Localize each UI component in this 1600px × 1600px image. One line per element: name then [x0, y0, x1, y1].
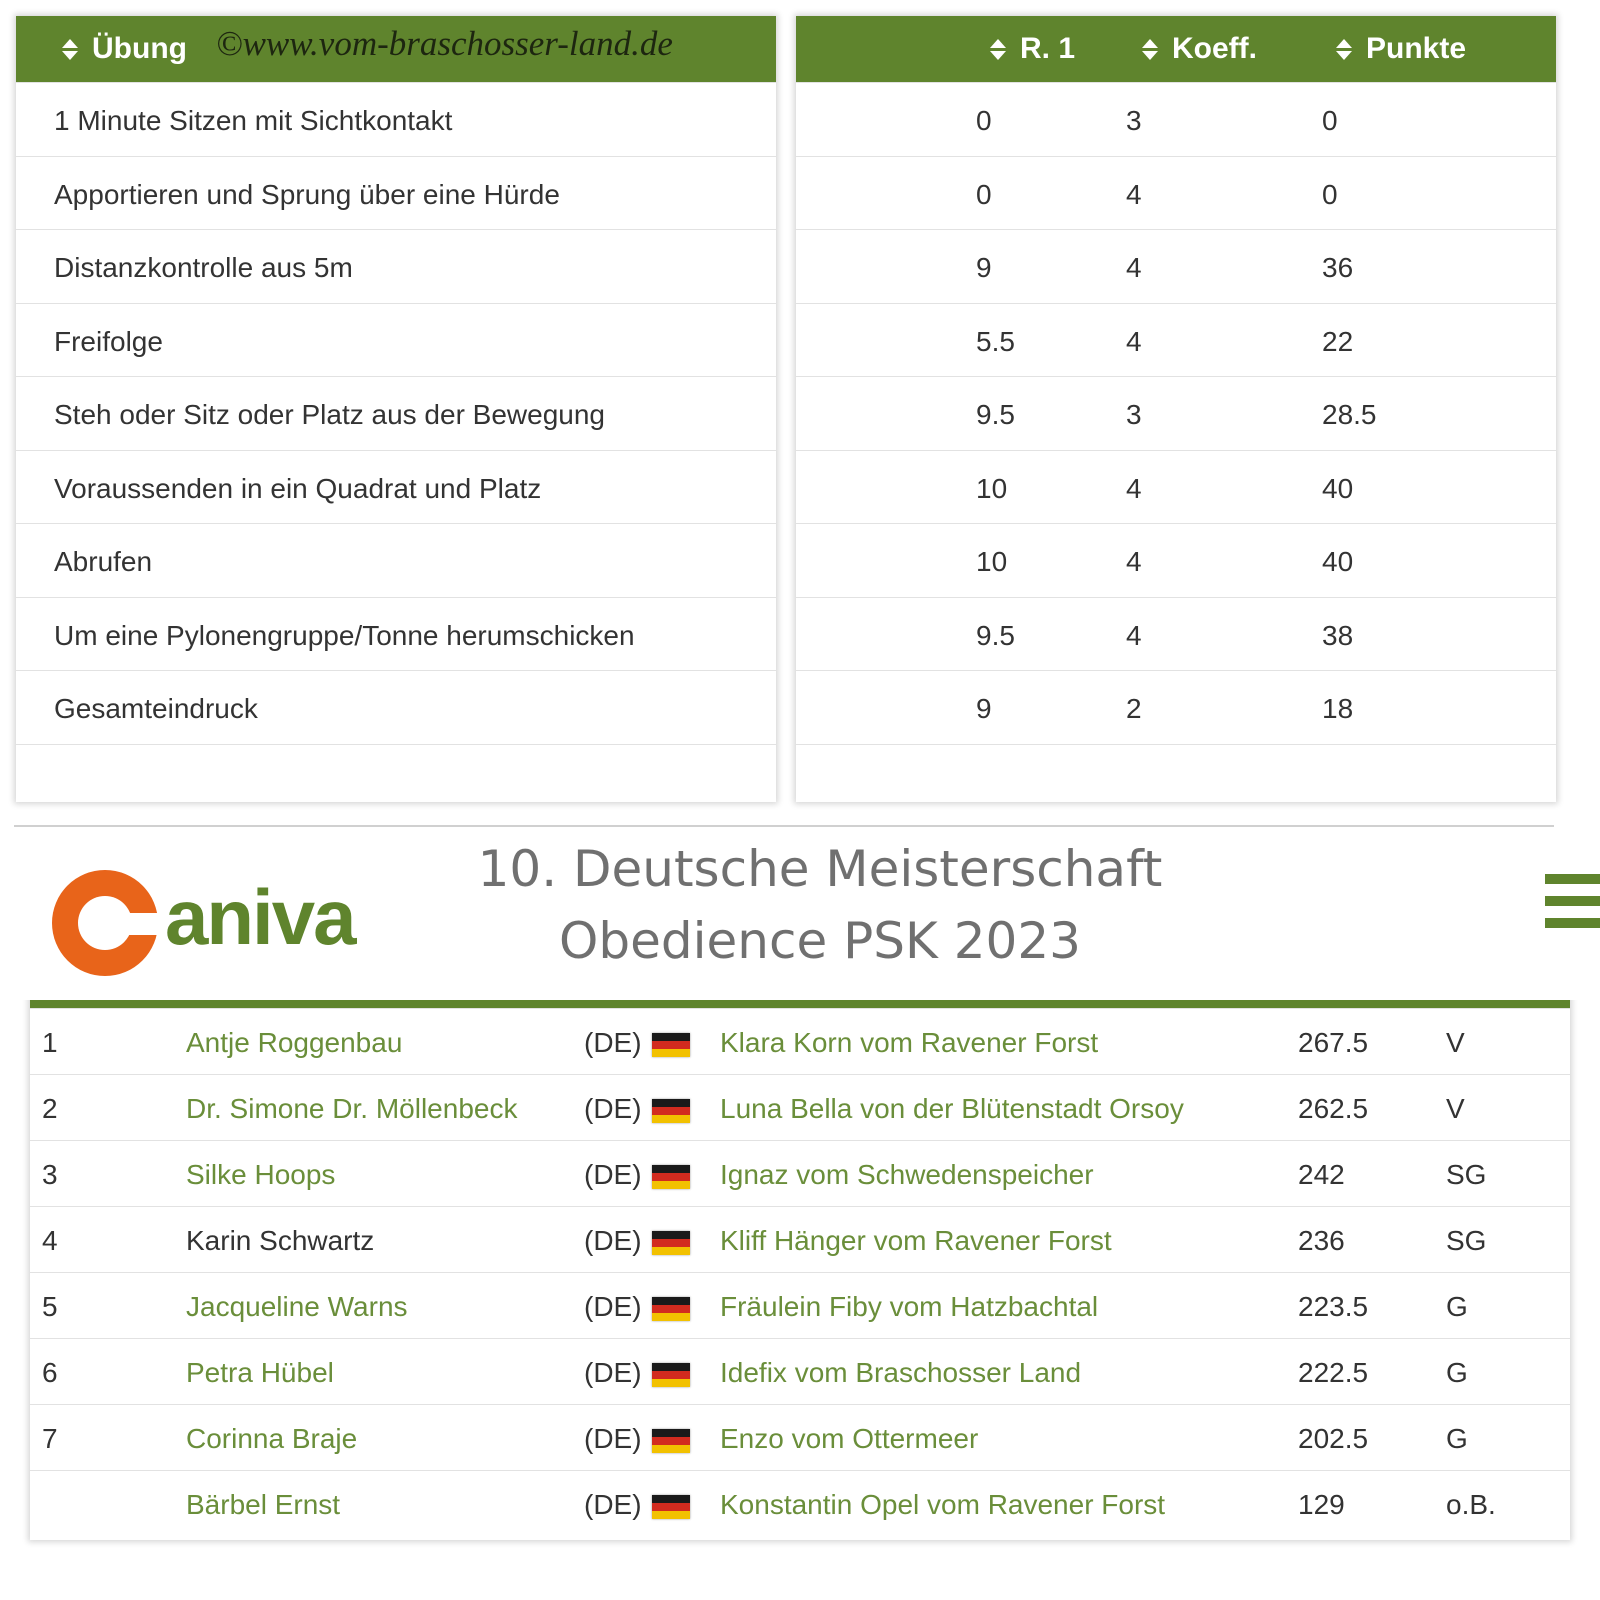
table-bottom-rule	[796, 744, 1556, 820]
exercise-name: Freifolge	[54, 325, 163, 357]
koeff-value: 4	[1126, 252, 1142, 283]
header-exercise-label: Übung	[92, 32, 187, 65]
exercise-name: 1 Minute Sitzen mit Sichtkontakt	[54, 105, 453, 136]
dog-link[interactable]: Ignaz vom Schwedenspeicher	[720, 1159, 1094, 1190]
ranking-row	[30, 1074, 1570, 1142]
dog-link[interactable]: Enzo vom Ottermeer	[720, 1423, 979, 1454]
r1-value: 0	[976, 178, 992, 210]
rank-number: 6	[42, 1357, 58, 1388]
sort-koeff-button[interactable]	[1142, 16, 1257, 82]
exercise-row	[16, 229, 776, 305]
exercise-table-header	[16, 16, 776, 82]
exercise-row	[16, 376, 776, 452]
score-row	[796, 450, 1556, 526]
exercise-row	[16, 670, 776, 746]
handler-link[interactable]: Karin Schwartz	[186, 1225, 375, 1256]
dog-link[interactable]: Konstantin Opel vom Ravener Forst	[720, 1489, 1166, 1520]
exercise-name: Gesamteindruck	[54, 693, 258, 724]
sort-icon	[1336, 39, 1352, 60]
score-row	[796, 229, 1556, 305]
ranking-row	[30, 1140, 1570, 1208]
grade: o.B.	[1446, 1489, 1496, 1520]
punkte-value: 36	[1322, 252, 1354, 283]
germany-flag-icon	[652, 1231, 690, 1255]
score-row	[796, 670, 1556, 746]
r1-value: 5.5	[976, 325, 1015, 357]
grade: G	[1446, 1357, 1468, 1388]
handler-link[interactable]: Antje Roggenbau	[186, 1027, 403, 1058]
total-score: 222.5	[1298, 1357, 1369, 1388]
total-score: 202.5	[1298, 1423, 1369, 1454]
country-code: (DE)	[584, 1291, 642, 1322]
header-koeff-label: Koeff.	[1172, 32, 1257, 65]
total-score: 236	[1298, 1225, 1345, 1256]
koeff-value: 4	[1126, 546, 1142, 577]
punkte-value: 40	[1322, 472, 1354, 504]
exercise-name: Voraussenden in ein Quadrat und Platz	[54, 472, 542, 504]
exercise-name: Um eine Pylonengruppe/Tonne herumschicken	[54, 619, 635, 651]
country-code: (DE)	[584, 1225, 642, 1256]
koeff-value: 2	[1126, 693, 1142, 724]
score-row	[796, 156, 1556, 232]
score-row	[796, 523, 1556, 599]
exercise-row	[16, 303, 776, 379]
exercise-name: Steh oder Sitz oder Platz aus der Bewegung	[54, 399, 606, 430]
handler-link[interactable]: Petra Hübel	[186, 1357, 334, 1388]
dog-link[interactable]: Fräulein Fiby vom Hatzbachtal	[720, 1291, 1099, 1322]
r1-value: 9	[976, 693, 992, 724]
exercise-row	[16, 156, 776, 232]
exercise-table	[16, 16, 776, 802]
header-punkte-label: Punkte	[1366, 32, 1467, 65]
grade: SG	[1446, 1159, 1487, 1190]
punkte-value: 40	[1322, 546, 1354, 577]
country-code: (DE)	[584, 1357, 642, 1388]
exercise-row	[16, 82, 776, 158]
score-table	[796, 16, 1556, 802]
divider	[14, 825, 1554, 827]
r1-value: 10	[976, 472, 1008, 504]
koeff-value: 4	[1126, 325, 1142, 357]
r1-value: 9	[976, 252, 992, 283]
sort-exercise-button[interactable]	[62, 16, 187, 82]
punkte-value: 28.5	[1322, 399, 1377, 430]
header-r1-label: R. 1	[1020, 32, 1076, 65]
grade: G	[1446, 1423, 1468, 1454]
ranking-row	[30, 1008, 1570, 1076]
grade: SG	[1446, 1225, 1487, 1256]
dog-link[interactable]: Idefix vom Braschosser Land	[720, 1357, 1082, 1388]
koeff-value: 3	[1126, 105, 1142, 136]
score-row	[796, 303, 1556, 379]
sort-r1-button[interactable]	[990, 16, 1075, 82]
punkte-value: 0	[1322, 105, 1338, 136]
sort-icon	[62, 39, 78, 60]
koeff-value: 4	[1126, 472, 1142, 504]
event-title-line2: Obedience PSK 2023	[559, 912, 1081, 970]
koeff-value: 4	[1126, 619, 1142, 651]
punkte-value: 18	[1322, 693, 1354, 724]
germany-flag-icon	[652, 1033, 690, 1057]
rank-number: 2	[42, 1093, 58, 1124]
handler-link[interactable]: Silke Hoops	[186, 1159, 336, 1190]
r1-value: 9.5	[976, 619, 1015, 651]
country-code: (DE)	[584, 1027, 642, 1058]
total-score: 242	[1298, 1159, 1345, 1190]
handler-link[interactable]: Jacqueline Warns	[186, 1291, 408, 1322]
exercise-row	[16, 523, 776, 599]
event-title-line1: 10. Deutsche Meisterschaft	[477, 840, 1163, 898]
table-bottom-rule	[16, 744, 776, 820]
exercise-row	[16, 597, 776, 673]
handler-link[interactable]: Corinna Braje	[186, 1423, 358, 1454]
grade: V	[1446, 1093, 1465, 1124]
country-cell	[584, 1339, 690, 1406]
ranking-row	[30, 1206, 1570, 1274]
koeff-value: 4	[1126, 178, 1142, 210]
rank-number: 5	[42, 1291, 58, 1322]
country-cell	[584, 1141, 690, 1208]
country-cell	[584, 1075, 690, 1142]
germany-flag-icon	[652, 1165, 690, 1189]
r1-value: 10	[976, 546, 1008, 577]
country-cell	[584, 1207, 690, 1274]
dog-link[interactable]: Kliff Hänger vom Ravener Forst	[720, 1225, 1112, 1256]
handler-link[interactable]: Dr. Simone Dr. Möllenbeck	[186, 1093, 518, 1124]
total-score: 129	[1298, 1489, 1345, 1520]
country-cell	[584, 1009, 690, 1076]
country-cell	[584, 1405, 690, 1472]
ranking-row	[30, 1470, 1570, 1538]
score-row	[796, 82, 1556, 158]
rank-number: 4	[42, 1225, 58, 1256]
r1-value: 9.5	[976, 399, 1015, 430]
score-table-header	[796, 16, 1556, 82]
dog-link[interactable]: Luna Bella von der Blütenstadt Orsoy	[720, 1093, 1184, 1124]
germany-flag-icon	[652, 1099, 690, 1123]
exercise-name: Apportieren und Sprung über eine Hürde	[54, 178, 560, 210]
exercise-row	[16, 450, 776, 526]
germany-flag-icon	[652, 1363, 690, 1387]
watermark: ©www.vom-braschosser-land.de	[216, 24, 673, 63]
sort-icon	[990, 39, 1006, 60]
total-score: 262.5	[1298, 1093, 1369, 1124]
grade: V	[1446, 1027, 1465, 1058]
dog-link[interactable]: Klara Korn vom Ravener Forst	[720, 1027, 1099, 1058]
ranking-row	[30, 1404, 1570, 1472]
rank-number: 3	[42, 1159, 58, 1190]
germany-flag-icon	[652, 1429, 690, 1453]
score-row	[796, 376, 1556, 452]
score-row	[796, 597, 1556, 673]
koeff-value: 3	[1126, 399, 1142, 430]
r1-value: 0	[976, 105, 992, 136]
logo-gap	[118, 913, 168, 935]
rank-number: 1	[42, 1027, 58, 1058]
country-code: (DE)	[584, 1159, 642, 1190]
logo-text[interactable]: aniva	[165, 873, 355, 961]
grade: G	[1446, 1291, 1468, 1322]
total-score: 223.5	[1298, 1291, 1369, 1322]
punkte-value: 38	[1322, 619, 1354, 651]
ranking-row	[30, 1272, 1570, 1340]
exercise-name: Abrufen	[54, 546, 153, 577]
punkte-value: 22	[1322, 325, 1354, 357]
country-code: (DE)	[584, 1489, 642, 1520]
country-code: (DE)	[584, 1423, 642, 1454]
handler-link[interactable]: Bärbel Ernst	[186, 1489, 341, 1520]
total-score: 267.5	[1298, 1027, 1369, 1058]
country-cell	[584, 1471, 690, 1538]
country-cell	[584, 1273, 690, 1340]
punkte-value: 0	[1322, 178, 1338, 210]
sort-icon	[1142, 39, 1158, 60]
ranking-row	[30, 1338, 1570, 1406]
sort-punkte-button[interactable]	[1336, 16, 1466, 82]
country-code: (DE)	[584, 1093, 642, 1124]
germany-flag-icon	[652, 1297, 690, 1321]
rank-number: 7	[42, 1423, 58, 1454]
exercise-name: Distanzkontrolle aus 5m	[54, 252, 353, 283]
germany-flag-icon	[652, 1495, 690, 1519]
ranking-table	[30, 960, 1570, 1540]
